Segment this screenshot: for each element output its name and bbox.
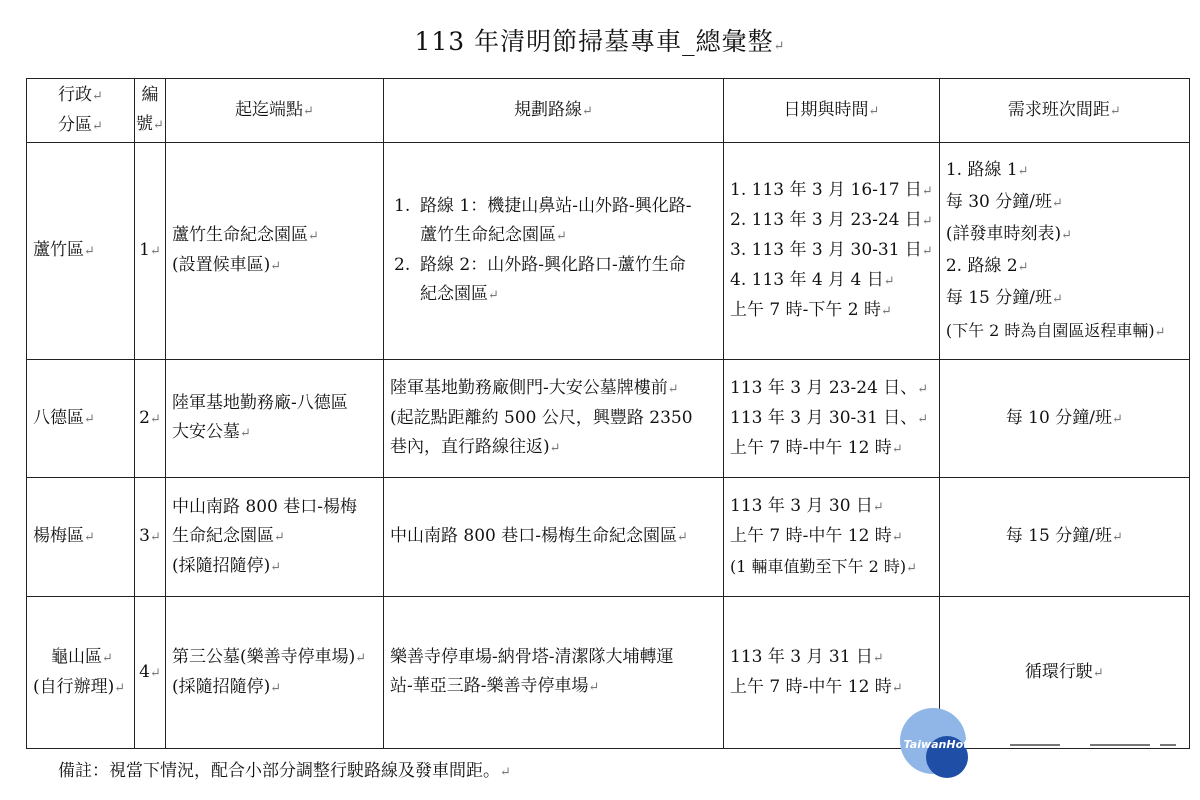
cell-datetime: 113 年 3 月 31 日↵ 上午 7 時-中午 12 時↵ [724, 597, 940, 749]
header-route: 規劃路線↵ [384, 79, 724, 143]
cell-interval: 循環行駛↵ [939, 597, 1189, 749]
cell-district: 楊梅區↵ [27, 478, 135, 597]
route-item: 1. 路線 1：機捷山鼻站-山外路-興化路- 蘆竹生命紀念園區↵ [394, 196, 692, 245]
cell-endpoints: 中山南路 800 巷口-楊梅 生命紀念園區↵ (採隨招隨停)↵ [166, 478, 384, 597]
cell-number: 3↵ [135, 478, 166, 597]
cell-district: 八德區↵ [27, 360, 135, 478]
cell-datetime: 113 年 3 月 23-24 日、↵ 113 年 3 月 30-31 日、↵ 上午 7 時-中午 12 時↵ [724, 360, 940, 478]
cell-interval: 每 10 分鐘/班↵ [939, 360, 1189, 478]
cell-number: 4↵ [135, 597, 166, 749]
watermark-dashes [980, 744, 1180, 748]
cell-interval: 1. 路線 1↵ 每 30 分鐘/班↵ (詳發車時刻表)↵ 2. 路線 2↵ 每 15 分鐘/班↵ (下午 2 時為自園區返程車輛)↵ [939, 143, 1189, 360]
table-header-row [27, 79, 1190, 143]
cell-route [384, 143, 724, 360]
cell-route: 樂善寺停車場-納骨塔-清潔隊大埔轉運 站-華亞三路-樂善寺停車場↵ [384, 597, 724, 749]
header-endpoints: 起迄端點↵ [166, 79, 384, 143]
cell-endpoints: 蘆竹生命紀念園區↵ (設置候車區)↵ [166, 143, 384, 360]
table-row [27, 478, 1190, 597]
route-item: 2. 路線 2：山外路-興化路口-蘆竹生命 紀念園區↵ [394, 255, 686, 304]
header-district: 行政↵ 分區↵ [27, 79, 135, 143]
header-datetime: 日期與時間↵ [724, 79, 940, 143]
cell-district: 蘆竹區↵ [27, 143, 135, 360]
shuttle-schedule-table [26, 78, 1190, 749]
header-number: 編 號↵ [135, 79, 166, 143]
table-row [27, 143, 1190, 360]
cell-route: 中山南路 800 巷口-楊梅生命紀念園區↵ [384, 478, 724, 597]
table-row [27, 360, 1190, 478]
cell-endpoints: 第三公墓(樂善寺停車場)↵ (採隨招隨停)↵ [166, 597, 384, 749]
taiwanhot-watermark-logo [896, 708, 976, 778]
cell-number: 1↵ [135, 143, 166, 360]
table-row [27, 597, 1190, 749]
cell-interval: 每 15 分鐘/班↵ [939, 478, 1189, 597]
cell-district: 龜山區↵ (自行辦理)↵ [27, 597, 135, 749]
cell-route: 陸軍基地勤務廠側門-大安公墓牌樓前↵ (起訖點距離約 500 公尺，興豐路 2350 巷內，直行路線往返)↵ [384, 360, 724, 478]
cell-datetime: 1. 113 年 3 月 16-17 日↵ 2. 113 年 3 月 23-24 日↵ 3. 113 年 3 月 30-31 日↵ 4. 113 年 4 月 4 日↵ 上午 7 時-下午 2 時↵ [724, 143, 940, 360]
cell-number: 2↵ [135, 360, 166, 478]
cell-endpoints: 陸軍基地勤務廠-八德區 大安公墓↵ [166, 360, 384, 478]
document-title: 113 年清明節掃墓專車_總彙整↵ [414, 27, 786, 56]
cell-datetime: 113 年 3 月 30 日↵ 上午 7 時-中午 12 時↵ (1 輛車值勤至下午 2 時)↵ [724, 478, 940, 597]
header-interval: 需求班次間距↵ [939, 79, 1189, 143]
footnote: 備註：視當下情況，配合小部分調整行駛路線及發車間距。↵ [58, 761, 511, 781]
watermark-text: TaiwanHot [903, 738, 969, 751]
route-list [394, 192, 717, 310]
